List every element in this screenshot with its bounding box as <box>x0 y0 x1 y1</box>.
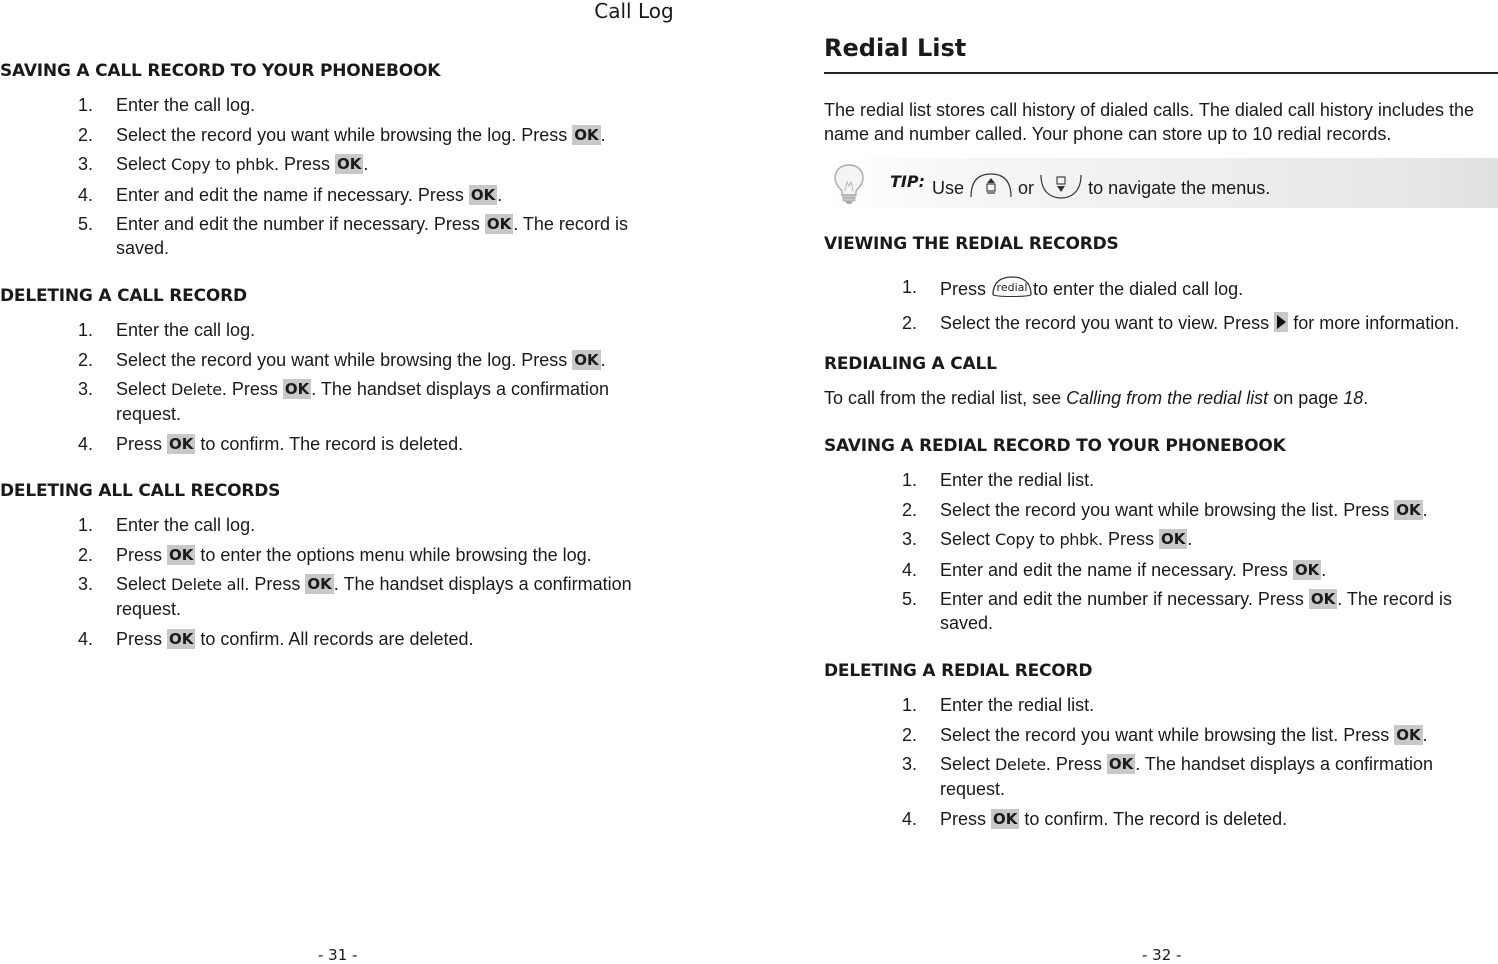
step-number: 5. <box>902 589 918 609</box>
step-text-part: Enter and edit the name if necessary. Press <box>116 184 469 205</box>
list-item <box>902 468 1482 492</box>
step-text-part: Select <box>940 754 996 774</box>
step-text-part: Enter the redial list. <box>940 695 1095 715</box>
page-title: Redial List <box>824 34 967 62</box>
step-text <box>940 693 1482 717</box>
step-text-pre: Select the record you want to view. Press <box>940 312 1270 333</box>
step-text-part: . Press <box>1045 754 1107 774</box>
tip-use: Use <box>932 178 965 198</box>
step-number: 1. <box>902 695 918 715</box>
step-text-part: . The handset displays a confirmation request. <box>940 754 1434 799</box>
step-text <box>940 752 1482 801</box>
redial-key-icon <box>991 275 1033 305</box>
step-text <box>940 587 1482 635</box>
ok-key-label: OK <box>169 545 194 564</box>
step-list <box>902 468 1482 641</box>
step-text-part: . <box>1422 499 1428 520</box>
ok-key-label: OK <box>337 155 362 173</box>
step-number: 4. <box>902 808 918 829</box>
step-list <box>78 513 658 656</box>
step-text <box>116 627 658 651</box>
list-item <box>902 558 1482 582</box>
list-item <box>78 212 658 260</box>
ok-key-label: OK <box>1161 530 1186 548</box>
list-item <box>78 513 658 537</box>
step-number: 2. <box>78 349 94 370</box>
list-item <box>78 152 658 177</box>
list-item <box>78 348 658 372</box>
menu-option-name: Copy to phbk <box>171 155 274 174</box>
ok-key-label: OK <box>307 575 332 593</box>
ok-key-label: OK <box>169 434 194 453</box>
list-item <box>78 627 658 651</box>
list-item <box>78 93 658 117</box>
step-text-part: . The handset displays a confirmation request. <box>116 379 610 424</box>
step-text-part: . Press <box>221 379 283 399</box>
step-text-part: Enter the call log. <box>116 515 256 535</box>
step-text <box>116 432 658 456</box>
step-number: 3. <box>78 154 94 174</box>
step-text-part: Select <box>116 154 172 174</box>
ok-key-label: OK <box>1310 590 1336 608</box>
step-number: 2. <box>78 124 94 145</box>
section-heading: DELETING A REDIAL RECORD <box>824 661 1093 681</box>
step-text-part: Press <box>116 544 168 565</box>
list-item <box>78 183 658 207</box>
step-number: 1. <box>902 470 918 490</box>
section-heading: DELETING A CALL RECORD <box>0 286 247 306</box>
list-item <box>78 377 658 426</box>
step-number: 2. <box>902 724 918 745</box>
step-text <box>940 311 1482 338</box>
list-item <box>902 723 1482 747</box>
step-text <box>940 807 1482 831</box>
step-text <box>116 123 658 147</box>
step-text-part: Enter the call log. <box>116 320 256 340</box>
step-text-part: Enter the call log. <box>116 95 256 115</box>
lightbulb-icon <box>832 162 866 211</box>
step-number: 1. <box>78 320 94 340</box>
list-item <box>902 752 1482 801</box>
step-text <box>116 183 658 207</box>
section-heading: VIEWING THE REDIAL RECORDS <box>824 234 1119 254</box>
step-text-part: Select the record you want while browsing the log. Press <box>116 349 573 370</box>
step-text-part: Select <box>116 379 172 399</box>
step-list <box>902 693 1482 836</box>
step-number: 3. <box>78 379 94 399</box>
step-text-part: Enter the redial list. <box>940 470 1095 490</box>
step-number: 4. <box>78 184 94 205</box>
section-heading: SAVING A CALL RECORD TO YOUR PHONEBOOK <box>0 61 441 81</box>
step-number: 4. <box>902 559 918 580</box>
running-header: Call Log <box>594 0 674 23</box>
ok-key-label: OK <box>169 629 194 648</box>
step-text-part: Press <box>116 628 168 649</box>
section-heading: SAVING A REDIAL RECORD TO YOUR PHONEBOOK <box>824 436 1286 456</box>
ok-key-label: OK <box>574 125 599 144</box>
menu-option-name: Delete <box>171 380 222 399</box>
title-rule <box>824 72 1498 74</box>
step-number: 3. <box>78 574 94 594</box>
menu-option-name: Delete all <box>171 575 245 594</box>
nav-up-key-icon <box>969 172 1013 205</box>
step-text <box>116 513 658 537</box>
step-text <box>116 348 658 372</box>
step-text-part: Enter and edit the number if necessary. Press <box>940 589 1309 609</box>
step-text <box>940 558 1482 582</box>
step-number: 4. <box>78 433 94 454</box>
list-item <box>78 432 658 456</box>
step-text-part: Select <box>116 574 172 594</box>
reference-page: 18 <box>1343 388 1364 408</box>
step-number: 2. <box>902 499 918 520</box>
ok-key-label: OK <box>574 350 599 369</box>
step-number: 1. <box>902 277 918 297</box>
page-number: - 32 - <box>1142 946 1182 964</box>
list-item <box>902 498 1482 522</box>
step-text-part: . The record is saved. <box>116 214 628 258</box>
step-text-part: Enter and edit the name if necessary. Press <box>940 559 1293 580</box>
ok-key-label: OK <box>284 380 310 398</box>
step-text-part: . Press <box>273 154 335 174</box>
step-text-part: . The handset displays a confirmation request. <box>116 574 632 619</box>
right-arrow-key-icon <box>1274 312 1288 338</box>
step-number: 5. <box>78 214 94 234</box>
tip-or: or <box>1018 178 1035 198</box>
ok-key-label: OK <box>1396 500 1421 519</box>
step-text <box>116 212 658 260</box>
step-text-part: . <box>497 184 503 205</box>
ok-key-label: OK <box>993 809 1018 828</box>
step-text-part: to enter the options menu while browsing the log. <box>195 544 592 565</box>
step-number: 1. <box>78 515 94 535</box>
list-item <box>78 123 658 147</box>
list-item <box>902 807 1482 831</box>
step-text-part: . Press <box>1097 529 1159 549</box>
redial-reference-paragraph <box>824 386 1494 410</box>
step-text-part: . The record is saved. <box>940 589 1452 633</box>
step-text-part: . <box>363 154 369 174</box>
list-item <box>78 318 658 342</box>
tip-rest: to navigate the menus. <box>1088 178 1271 198</box>
step-text-post: for more information. <box>1293 312 1460 333</box>
intro-paragraph: The redial list stores call history of dialed calls. The dialed call history includes the name and number called. Your phone can store up to 10 redial records. <box>824 100 1474 144</box>
step-text <box>116 377 658 426</box>
step-text-part: Press <box>116 433 168 454</box>
step-text-post: to enter the dialed call log. <box>1033 279 1244 299</box>
step-text-part: Select <box>940 529 996 549</box>
list-item <box>902 527 1482 552</box>
step-text <box>116 543 658 567</box>
step-text <box>116 318 658 342</box>
step-text <box>940 275 1482 305</box>
reference-text: To call from the redial list, see <box>824 388 1067 408</box>
nav-down-key-icon <box>1039 172 1083 205</box>
step-list <box>78 93 658 266</box>
reference-text: on page <box>1268 388 1344 408</box>
redial-key-label: redial <box>996 281 1028 294</box>
page-number: - 31 - <box>318 946 358 964</box>
step-text-part: . <box>1321 559 1327 580</box>
menu-option-name: Delete <box>995 755 1046 774</box>
ok-key-label: OK <box>486 215 512 233</box>
step-number: 1. <box>78 95 94 115</box>
tip-box <box>824 158 1498 208</box>
step-text-part: . Press <box>244 574 306 594</box>
list-item <box>902 587 1482 635</box>
step-text <box>116 572 658 621</box>
step-text-part: . <box>1422 724 1428 745</box>
step-list <box>902 275 1482 343</box>
ok-key-label: OK <box>1396 725 1421 744</box>
step-text-part: . <box>600 124 606 145</box>
step-number: 2. <box>902 312 918 333</box>
menu-option-name: Copy to phbk <box>995 530 1098 549</box>
step-text-part: . <box>600 349 606 370</box>
step-text <box>116 152 658 177</box>
reference-link: Calling from the redial list <box>1066 388 1269 408</box>
step-text <box>940 468 1482 492</box>
ok-key-label: OK <box>1108 755 1134 773</box>
step-text-part: to confirm. All records are deleted. <box>195 628 474 649</box>
step-text-part: Enter and edit the number if necessary. Press <box>116 214 485 234</box>
step-text-part: . <box>1187 529 1193 549</box>
list-item <box>78 543 658 567</box>
tip-text <box>932 172 1270 205</box>
step-number: 4. <box>78 628 94 649</box>
step-text-part: Select the record you want while browsing the list. Press <box>940 724 1395 745</box>
step-text-part: Select the record you want while browsing the log. Press <box>116 124 573 145</box>
step-text-pre: Press <box>940 279 987 299</box>
tip-label: TIP: <box>890 172 925 191</box>
ok-key-label: OK <box>1294 560 1320 579</box>
reference-text: . <box>1363 388 1369 408</box>
list-item <box>902 311 1482 338</box>
ok-key-label: OK <box>470 185 496 204</box>
step-text <box>116 93 658 117</box>
step-text-part: to confirm. The record is deleted. <box>195 433 464 454</box>
section-heading: REDIALING A CALL <box>824 354 997 374</box>
step-list <box>78 318 658 461</box>
step-number: 2. <box>78 544 94 565</box>
list-item <box>902 275 1482 305</box>
step-text-part: to confirm. The record is deleted. <box>1019 808 1288 829</box>
step-number: 3. <box>902 529 918 549</box>
section-heading: DELETING ALL CALL RECORDS <box>0 481 281 501</box>
list-item <box>902 693 1482 717</box>
step-text <box>940 723 1482 747</box>
step-text-part: Press <box>940 808 992 829</box>
step-number: 3. <box>902 754 918 774</box>
step-text <box>940 527 1482 552</box>
list-item <box>78 572 658 621</box>
step-text-part: Select the record you want while browsing the list. Press <box>940 499 1395 520</box>
step-text <box>940 498 1482 522</box>
